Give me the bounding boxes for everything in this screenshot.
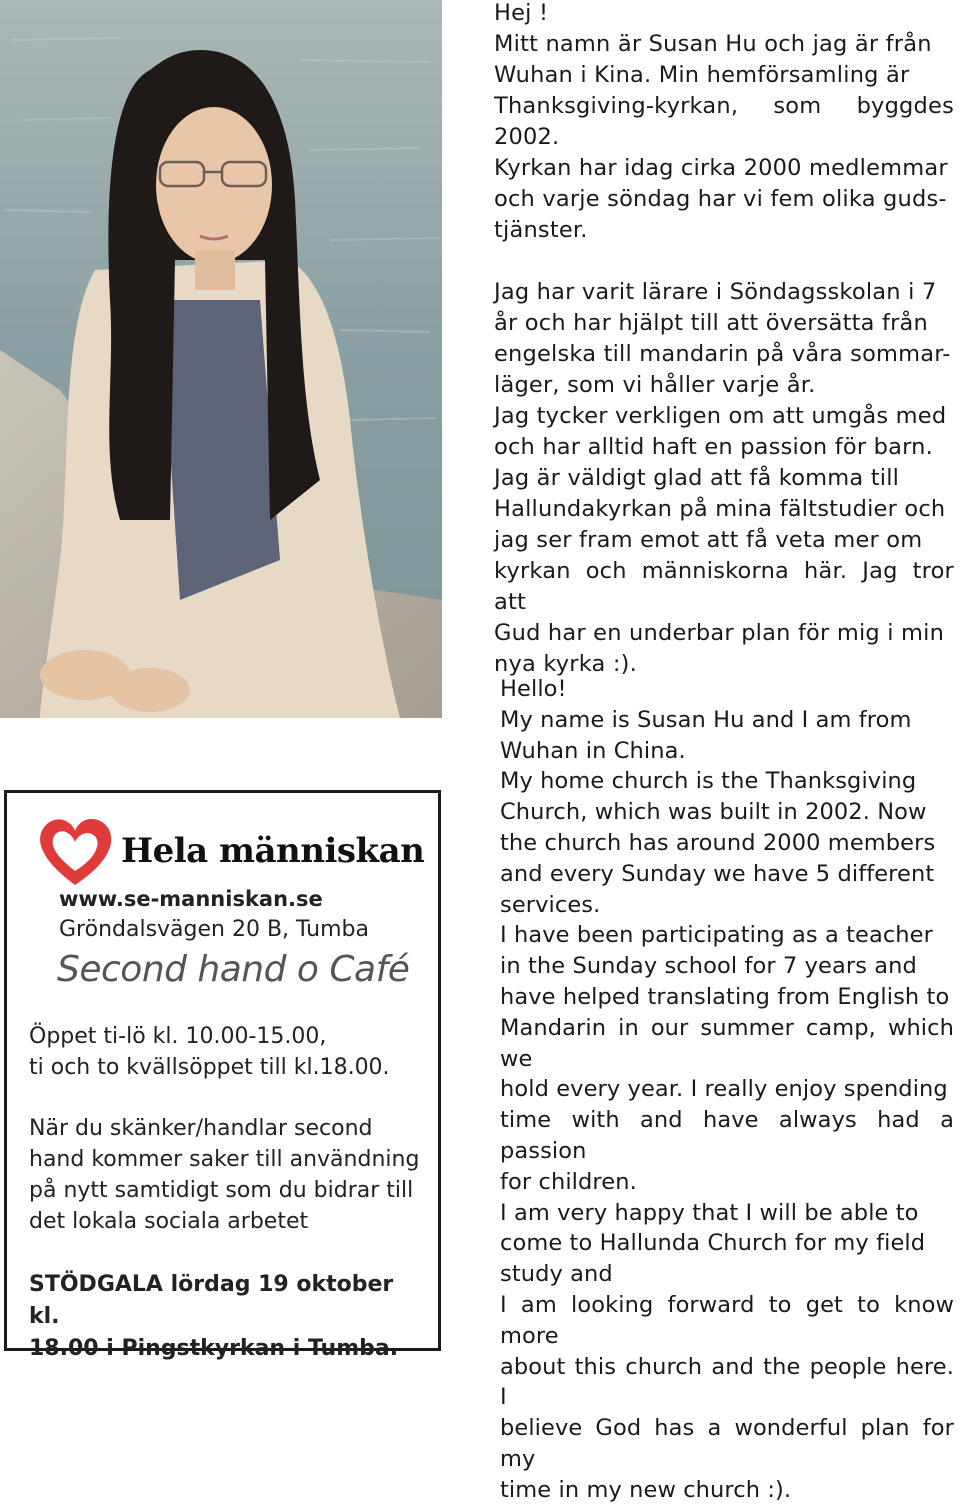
text-line: and every Sunday we have 5 different xyxy=(500,860,935,887)
text-line: och varje söndag har vi fem olika guds- xyxy=(494,186,947,212)
text-line: Hallundakyrkan på mina fältstudier och xyxy=(494,496,946,522)
text-line: Gud har en underbar plan för mig i min xyxy=(494,620,945,646)
ad-description xyxy=(29,1113,429,1237)
text-line: Jag har varit lärare i Söndagsskolan i 7 xyxy=(494,279,937,305)
desc-line: det lokala sociala arbetet xyxy=(29,1209,309,1234)
text-line: Thanksgiving-kyrkan, som byggdes 2002. xyxy=(494,93,954,150)
text-line: My name is Susan Hu and I am from xyxy=(500,706,912,733)
gala-line: STÖDGALA lördag 19 oktober kl. xyxy=(29,1272,394,1329)
text-line: My home church is the Thanksgiving xyxy=(500,768,917,795)
english-intro xyxy=(500,674,954,1506)
text-line: Jag är väldigt glad att få komma till xyxy=(494,465,900,491)
text-line: believe God has a wonderful plan for my xyxy=(500,1415,954,1472)
text-line: time in my new church :). xyxy=(500,1476,792,1503)
website-link[interactable]: www.se-manniskan.se xyxy=(59,887,323,911)
text-line: Wuhan in China. xyxy=(500,737,686,764)
text-line: in the Sunday school for 7 years and xyxy=(500,953,917,980)
cafe-heading: Second hand o Café xyxy=(57,949,410,990)
portrait-photo xyxy=(0,0,442,718)
text-line: år och har hjälpt till att översätta från xyxy=(494,310,928,336)
text-line: study and xyxy=(500,1261,613,1288)
text-line: Kyrkan har idag cirka 2000 medlemmar xyxy=(494,155,948,181)
hours-line: ti och to kvällsöppet till kl.18.00. xyxy=(29,1055,390,1080)
text-line: have helped translating from English to xyxy=(500,983,950,1010)
desc-line: hand kommer saker till användning xyxy=(29,1147,420,1172)
paragraph-gap xyxy=(494,246,954,277)
gala-announcement xyxy=(29,1269,429,1365)
text-line: Mandarin in our summer camp, which we xyxy=(500,1014,954,1072)
text-line: läger, som vi håller varje år. xyxy=(494,372,816,398)
text-line: services. xyxy=(500,891,601,918)
text-line: time with and have always had a passion xyxy=(500,1107,954,1164)
text-line: I have been participating as a teacher xyxy=(500,922,933,949)
text-line: och har alltid haft en passion för barn. xyxy=(494,434,933,460)
text-line: nya kyrka :). xyxy=(494,651,637,677)
text-line: I am very happy that I will be able to xyxy=(500,1199,919,1226)
opening-hours xyxy=(29,1021,390,1083)
text-line: Church, which was built in 2002. Now xyxy=(500,799,927,826)
portrait-illustration xyxy=(0,0,442,718)
text-line: come to Hallunda Church for my field xyxy=(500,1230,926,1257)
hours-line: Öppet ti-lö kl. 10.00-15.00, xyxy=(29,1024,327,1049)
text-line: kyrkan och människorna här. Jag tror att xyxy=(494,558,954,615)
text-line: for children. xyxy=(500,1168,637,1195)
text-line: Hej ! xyxy=(494,0,549,26)
ad-box xyxy=(4,790,441,1361)
text-line: about this church and the people here. I xyxy=(500,1353,954,1411)
heart-icon xyxy=(35,815,115,889)
text-line: Wuhan i Kina. Min hemförsamling är xyxy=(494,62,910,88)
logo-text: Hela människan xyxy=(121,831,425,871)
text-line: Mitt namn är Susan Hu och jag är från xyxy=(494,31,932,57)
text-line: tjänster. xyxy=(494,217,588,243)
gala-line: 18.00 i Pingstkyrkan i Tumba. xyxy=(29,1336,399,1361)
desc-line: på nytt samtidigt som du bidrar till xyxy=(29,1178,414,1203)
text-line: jag ser fram emot att få veta mer om xyxy=(494,527,923,553)
text-line: engelska till mandarin på våra sommar- xyxy=(494,341,951,367)
text-line: I am looking forward to get to know more xyxy=(500,1291,954,1349)
desc-line: När du skänker/handlar second xyxy=(29,1116,373,1141)
text-line: the church has around 2000 members xyxy=(500,829,936,856)
text-line: Jag tycker verkligen om att umgås med xyxy=(494,403,947,429)
swedish-intro xyxy=(494,0,954,680)
hela-manniskan-logo xyxy=(35,815,435,895)
text-line: Hello! xyxy=(500,676,567,702)
address: Gröndalsvägen 20 B, Tumba xyxy=(59,917,369,942)
text-line: hold every year. I really enjoy spending xyxy=(500,1076,948,1103)
